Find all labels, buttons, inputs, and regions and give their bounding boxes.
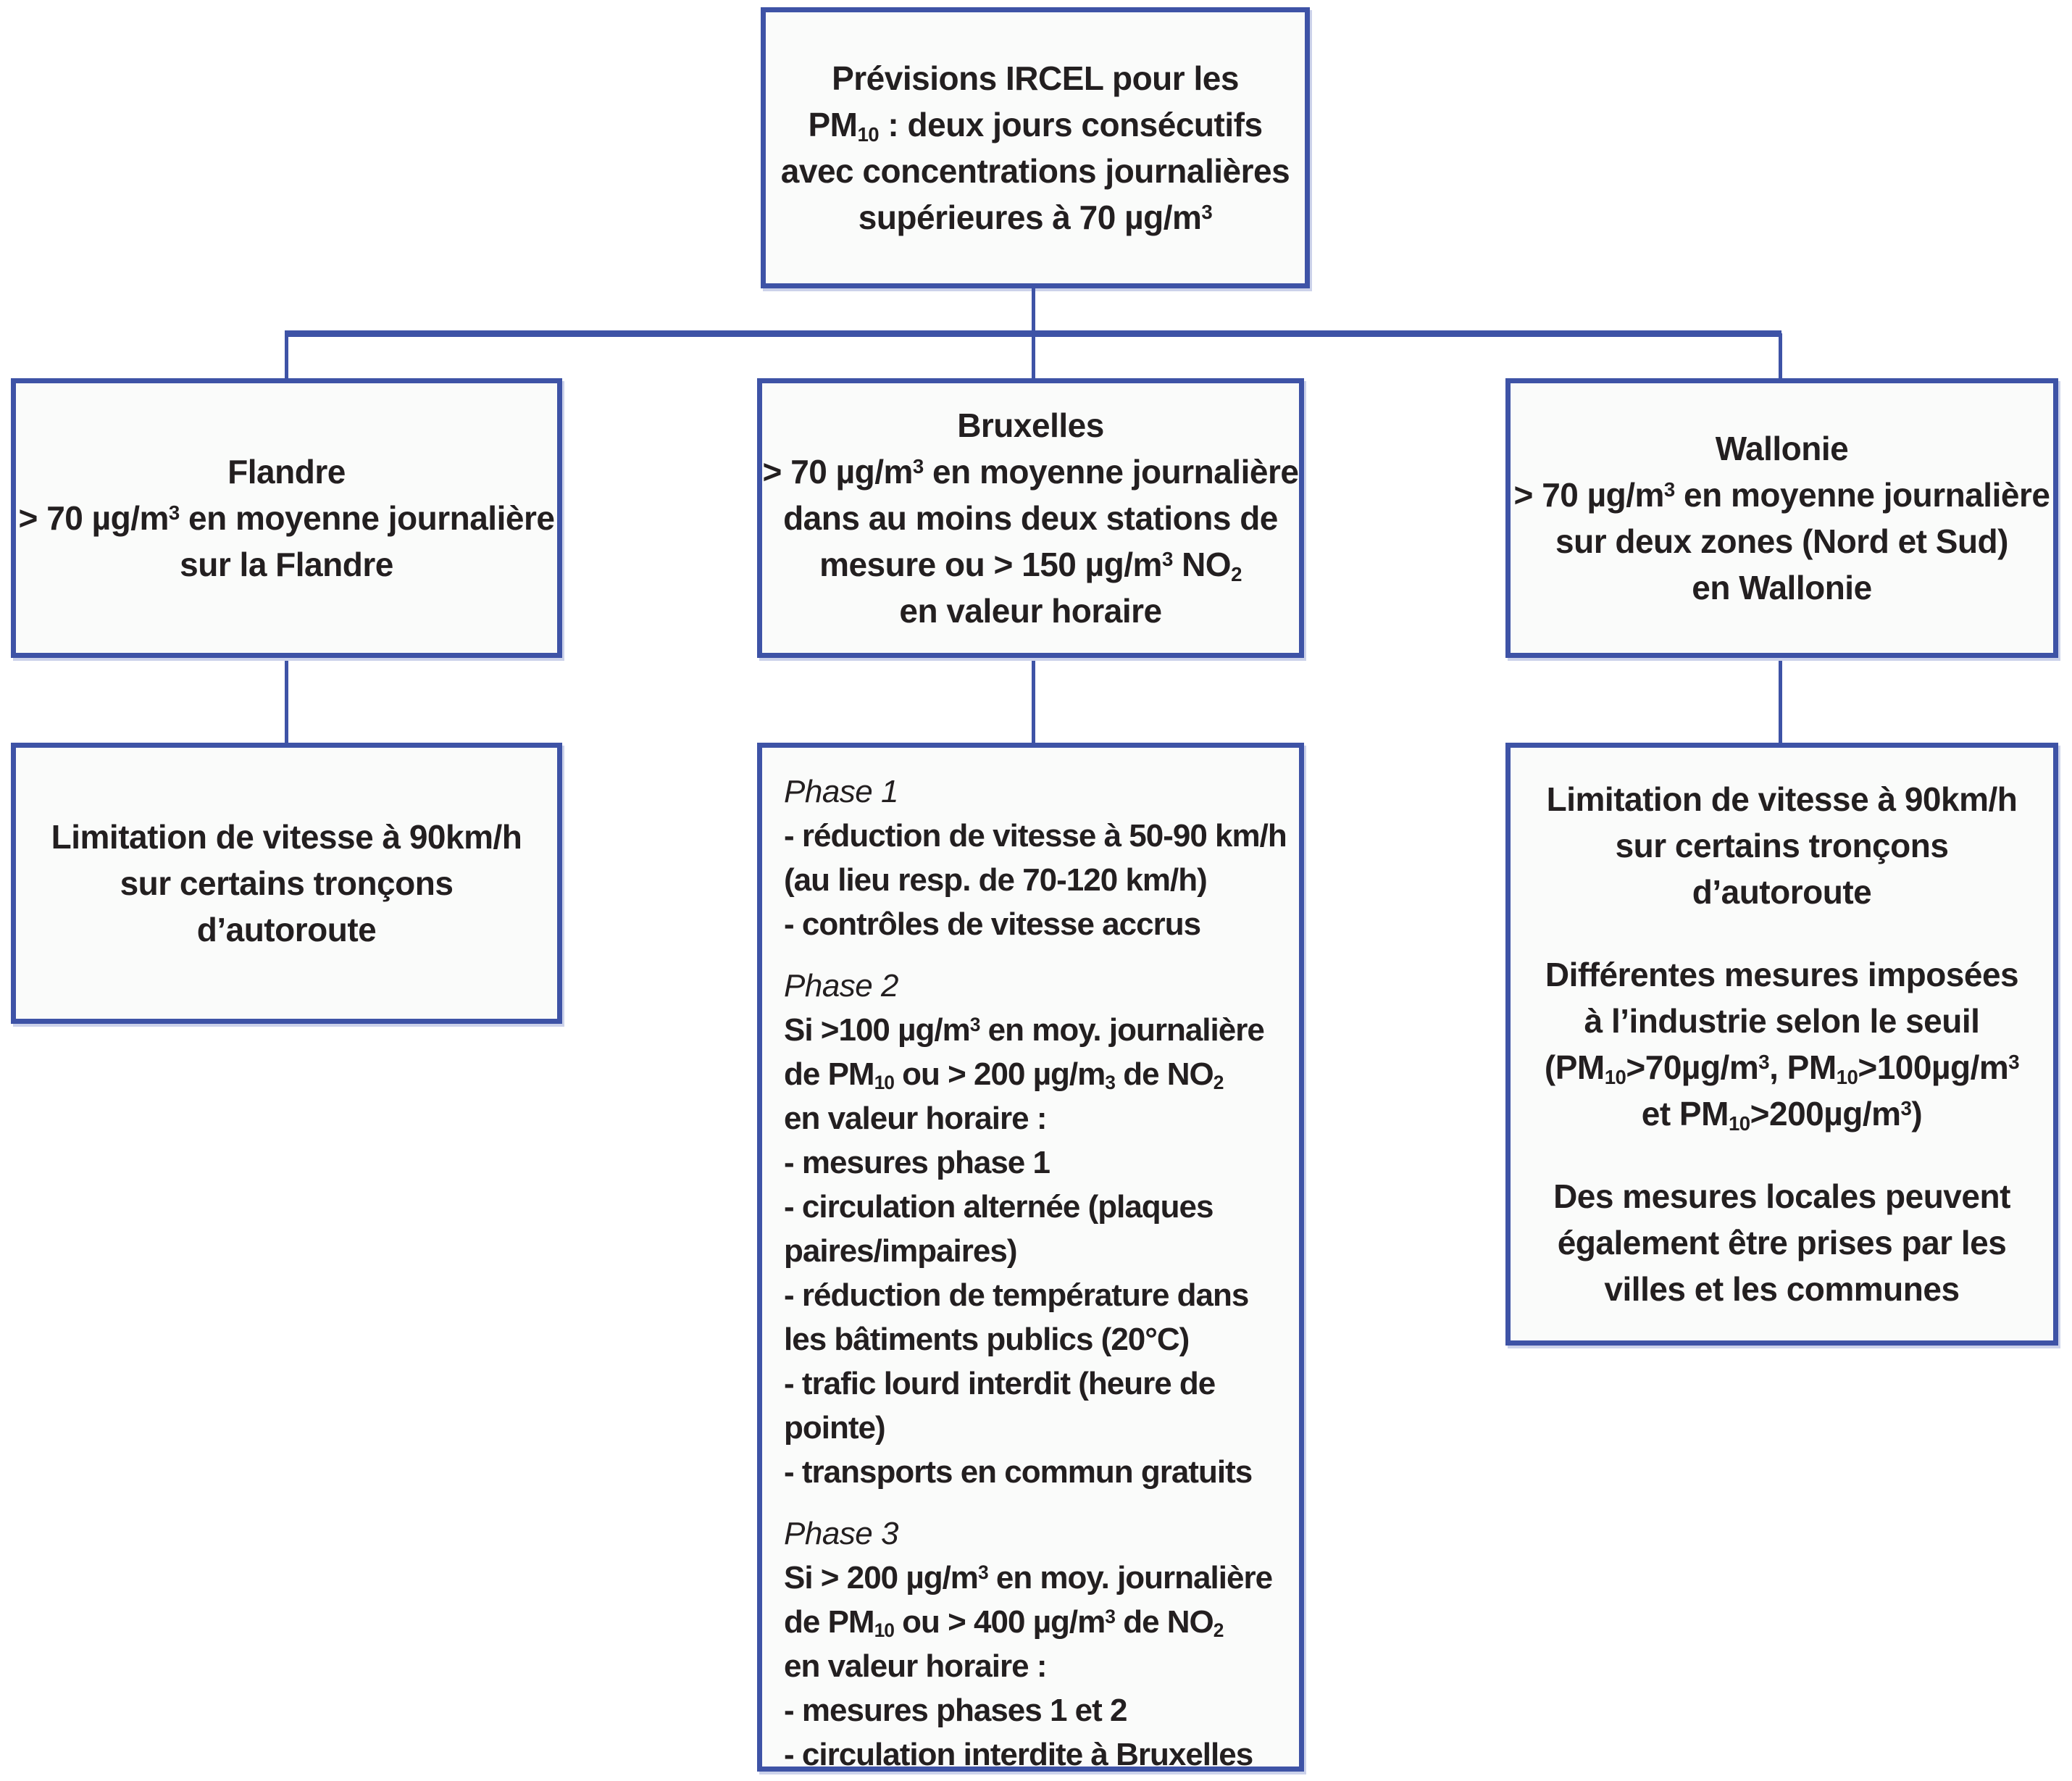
- text-line: Différentes mesures imposées: [1545, 956, 2019, 993]
- measures-wallonie-text: [1511, 776, 2053, 1312]
- text-line: - mesures phase 1: [784, 1145, 1050, 1180]
- text-line: Si >100 $\mu g/m^3$ en moy. journalière: [784, 1012, 1264, 1048]
- text-line: - réduction de température dans: [784, 1277, 1249, 1313]
- text-line: en valeur horaire :: [784, 1648, 1047, 1684]
- text-line: d’autoroute: [196, 911, 377, 948]
- connector-link-wallonie-measures: [1779, 655, 1782, 746]
- text-line: dans au moins deux stations de: [783, 499, 1278, 537]
- text-line: - mesures phases 1 et 2: [784, 1693, 1127, 1728]
- text-line: les bâtiments publics (20°C): [784, 1322, 1190, 1357]
- paragraph: [1511, 951, 2053, 1137]
- text-line: en valeur horaire: [899, 592, 1162, 630]
- measures-flandre-text: [16, 814, 557, 953]
- text-line: d’autoroute: [1692, 873, 1872, 911]
- text-line: > 70 $\mu g/m^3$ en moyenne journalière: [1513, 476, 2050, 514]
- connector-link-bruxelles-measures: [1032, 655, 1035, 746]
- text-line: sur certains tronçons: [1615, 827, 1949, 864]
- text-line: paires/impaires): [784, 1233, 1017, 1269]
- text-line: - circulation interdite à Bruxelles: [784, 1737, 1253, 1772]
- text-line: sur deux zones (Nord et Sud): [1555, 522, 2008, 560]
- region-box-bruxelles: [757, 378, 1304, 658]
- text-line: Des mesures locales peuvent: [1553, 1177, 2010, 1215]
- text-line: > 70 $\mu g/m^3$ en moyenne journalière: [762, 453, 1299, 491]
- root-condition-text: [766, 55, 1305, 241]
- text-line: en Wallonie: [1692, 569, 1872, 606]
- region-title-flandre: Flandre: [227, 453, 346, 491]
- text-line: $PM_{10}$ : deux jours consécutifs: [808, 106, 1263, 146]
- region-condition-wallonie: [1511, 472, 2053, 611]
- text-line: supérieures à 70 $\mu g/m^3$: [858, 199, 1213, 236]
- text-line: - contrôles de vitesse accrus: [784, 906, 1201, 942]
- phase-section: [784, 1511, 1289, 1777]
- connector-link-flandre-measures: [285, 655, 288, 746]
- measures-box-bruxelles-phases: [757, 743, 1304, 1772]
- phase-section: [784, 964, 1289, 1494]
- region-title-bruxelles: Bruxelles: [957, 406, 1104, 444]
- text-line: et $PM_{10}>200\mu g/m^3$): [1641, 1095, 1923, 1135]
- region-condition-flandre: [16, 495, 557, 588]
- region-condition-bruxelles: [762, 449, 1299, 634]
- phase-section: [784, 769, 1289, 946]
- text-line: de $PM_{10}$ ou > 400 $\mu g/m^3$ de $NO_2$: [784, 1604, 1224, 1642]
- text-line: mesure ou > 150 $\mu g/m^3$ $NO_2$: [819, 546, 1242, 585]
- measures-box-flandre: [11, 743, 562, 1024]
- connector-drop-flandre: [285, 333, 288, 381]
- root-condition-box: [761, 7, 1310, 288]
- text-line: - transports en commun gratuits: [784, 1454, 1253, 1490]
- text-line: > 70 $\mu g/m^3$ en moyenne journalière: [18, 499, 555, 537]
- text-line: - circulation alternée (plaques: [784, 1189, 1213, 1225]
- region-box-wallonie: [1505, 378, 2058, 658]
- text-line: Limitation de vitesse à 90km/h: [1546, 780, 2018, 818]
- text-line: Si > 200 $\mu g/m^3$ en moy. journalière: [784, 1560, 1273, 1596]
- text-line: pointe): [784, 1410, 885, 1446]
- text-line: Limitation de vitesse à 90km/h: [51, 818, 522, 856]
- text-line: (au lieu resp. de 70-120 km/h): [784, 862, 1207, 898]
- paragraph: [1511, 776, 2053, 915]
- phase-heading: Phase 2: [784, 968, 898, 1004]
- text-line: sur certains tronçons: [120, 864, 454, 902]
- text-line: sur la Flandre: [180, 546, 393, 583]
- measures-box-wallonie: [1505, 743, 2058, 1346]
- paragraph: [16, 814, 557, 953]
- text-line: - réduction de vitesse à 50-90 km/h: [784, 818, 1287, 854]
- text-line: de $PM_{10}$ ou > 200 $\mu g/m_3$ de $NO_2$: [784, 1056, 1224, 1094]
- region-title-wallonie: Wallonie: [1715, 430, 1849, 467]
- text-line: également être prises par les: [1557, 1224, 2007, 1261]
- text-line: Prévisions IRCEL pour les: [832, 59, 1239, 97]
- text-line: villes et les communes: [1604, 1270, 1960, 1308]
- phase-heading: Phase 1: [784, 774, 898, 809]
- text-line: avec concentrations journalières: [780, 152, 1290, 190]
- connector-drop-bruxelles: [1032, 333, 1035, 381]
- connector-drop-wallonie: [1779, 333, 1782, 381]
- connector-root-stem: [1032, 287, 1035, 333]
- paragraph: [1511, 1173, 2053, 1312]
- text-line: à l’industrie selon le seuil: [1584, 1002, 1980, 1040]
- text-line: ($PM_{10}>70\mu g/m^3$, $PM_{10}>100\mu g/m^3$: [1544, 1048, 2020, 1088]
- phase-heading: Phase 3: [784, 1516, 898, 1551]
- text-line: - trafic lourd interdit (heure de: [784, 1366, 1216, 1401]
- text-line: en valeur horaire :: [784, 1101, 1047, 1136]
- region-box-flandre: [11, 378, 562, 658]
